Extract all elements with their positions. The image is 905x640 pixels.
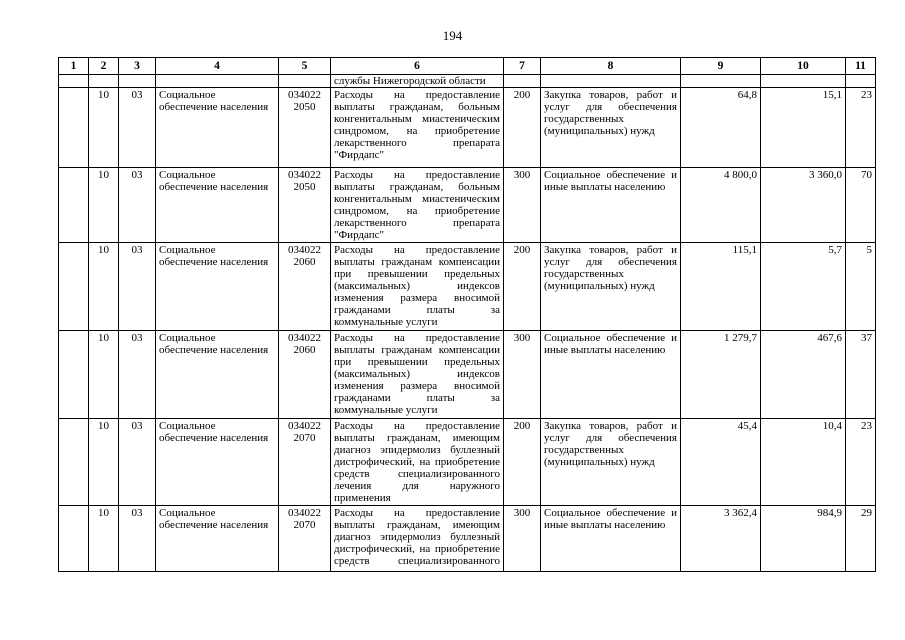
cell-section-code: 10 <box>89 506 119 572</box>
cell-expense-type-name: Закупка товаров, работ и услуг для обеспечения государственных (муниципальных) нужд <box>541 419 681 506</box>
cell-ter-code <box>59 331 89 419</box>
cell-expense-name: Расходы на предоставление выплаты гражданам компенсации при превышении предельных (максимальных) индексов изменения размера вносимой гражданами платы за коммунальные услуги <box>331 331 504 419</box>
table-row <box>59 243 876 331</box>
cell-target-article: 034022 2070 <box>279 506 331 572</box>
cell-ter-code <box>59 88 89 168</box>
cell-percent: 29 <box>846 506 876 572</box>
cell-category-name: Социальное обеспечение населения <box>156 419 279 506</box>
cell-amount-plan: 45,4 <box>681 419 761 506</box>
cell-subsection-code: 03 <box>119 419 156 506</box>
cell-amount-plan: 64,8 <box>681 88 761 168</box>
header-cell-3: 3 <box>119 58 156 75</box>
cell-target-article: 034022 2070 <box>279 419 331 506</box>
cell-empty <box>89 75 119 88</box>
table-row <box>59 419 876 506</box>
cell-subsection-code: 03 <box>119 88 156 168</box>
cell-expense-type-code: 300 <box>504 168 541 243</box>
cell-amount-plan: 115,1 <box>681 243 761 331</box>
cell-subsection-code: 03 <box>119 168 156 243</box>
cell-section-code: 10 <box>89 243 119 331</box>
cell-expense-name: Расходы на предоставление выплаты гражданам, имеющим диагноз эпидермолиз буллезный дистрофический, на приобретение средств специализированного <box>331 506 504 572</box>
cell-amount-fact: 5,7 <box>761 243 846 331</box>
table-header-row <box>59 58 876 75</box>
cell-amount-fact: 10,4 <box>761 419 846 506</box>
table-row <box>59 88 876 168</box>
cell-empty <box>541 75 681 88</box>
cell-expense-type-name: Социальное обеспечение и иные выплаты населению <box>541 168 681 243</box>
cell-empty <box>761 75 846 88</box>
cell-percent: 37 <box>846 331 876 419</box>
table-row <box>59 331 876 419</box>
cell-subsection-code: 03 <box>119 331 156 419</box>
cell-expense-type-code: 200 <box>504 419 541 506</box>
cell-target-article: 034022 2050 <box>279 88 331 168</box>
cell-amount-plan: 4 800,0 <box>681 168 761 243</box>
cell-ter-code <box>59 168 89 243</box>
header-cell-10: 10 <box>761 58 846 75</box>
cell-target-article: 034022 2060 <box>279 331 331 419</box>
header-cell-8: 8 <box>541 58 681 75</box>
cell-expense-type-code: 200 <box>504 88 541 168</box>
header-cell-9: 9 <box>681 58 761 75</box>
cell-empty <box>846 75 876 88</box>
cell-target-article: 034022 2060 <box>279 243 331 331</box>
cell-section-code: 10 <box>89 419 119 506</box>
cell-subsection-code: 03 <box>119 506 156 572</box>
cell-expense-type-code: 200 <box>504 243 541 331</box>
cell-percent: 5 <box>846 243 876 331</box>
continuation-text-cell: службы Нижегородской области <box>331 75 504 88</box>
cell-section-code: 10 <box>89 168 119 243</box>
cell-amount-plan: 1 279,7 <box>681 331 761 419</box>
cell-empty <box>119 75 156 88</box>
cell-empty <box>681 75 761 88</box>
cell-expense-name: Расходы на предоставление выплаты гражданам, больным конгенитальным миастеническим синдромом, на приобретение лекарственного препарата "Фирдапс" <box>331 168 504 243</box>
cell-subsection-code: 03 <box>119 243 156 331</box>
cell-empty <box>279 75 331 88</box>
header-cell-4: 4 <box>156 58 279 75</box>
cell-category-name: Социальное обеспечение населения <box>156 331 279 419</box>
header-cell-1: 1 <box>59 58 89 75</box>
cell-target-article: 034022 2050 <box>279 168 331 243</box>
budget-table <box>58 57 876 572</box>
cell-expense-type-name: Закупка товаров, работ и услуг для обеспечения государственных (муниципальных) нужд <box>541 88 681 168</box>
cell-section-code: 10 <box>89 88 119 168</box>
header-cell-6: 6 <box>331 58 504 75</box>
cell-section-code: 10 <box>89 331 119 419</box>
cell-amount-fact: 984,9 <box>761 506 846 572</box>
header-cell-2: 2 <box>89 58 119 75</box>
cell-amount-plan: 3 362,4 <box>681 506 761 572</box>
cell-category-name: Социальное обеспечение населения <box>156 88 279 168</box>
cell-amount-fact: 3 360,0 <box>761 168 846 243</box>
table-row <box>59 506 876 572</box>
header-cell-11: 11 <box>846 58 876 75</box>
cell-expense-type-code: 300 <box>504 331 541 419</box>
cell-category-name: Социальное обеспечение населения <box>156 506 279 572</box>
cell-percent: 70 <box>846 168 876 243</box>
cell-empty <box>156 75 279 88</box>
cell-category-name: Социальное обеспечение населения <box>156 243 279 331</box>
cell-expense-type-name: Социальное обеспечение и иные выплаты населению <box>541 506 681 572</box>
cell-amount-fact: 15,1 <box>761 88 846 168</box>
cell-empty <box>59 75 89 88</box>
cell-expense-type-name: Социальное обеспечение и иные выплаты населению <box>541 331 681 419</box>
cell-percent: 23 <box>846 419 876 506</box>
cell-ter-code <box>59 419 89 506</box>
cell-expense-name: Расходы на предоставление выплаты гражданам, больным конгенитальным миастеническим синдромом, на приобретение лекарственного препарата "Фирдапс" <box>331 88 504 168</box>
cell-percent: 23 <box>846 88 876 168</box>
cell-amount-fact: 467,6 <box>761 331 846 419</box>
cell-ter-code <box>59 506 89 572</box>
table-row <box>59 168 876 243</box>
cell-expense-name: Расходы на предоставление выплаты гражданам компенсации при превышении предельных (максимальных) индексов изменения размера вносимой гражданами платы за коммунальные услуги <box>331 243 504 331</box>
header-cell-5: 5 <box>279 58 331 75</box>
page-number: 194 <box>442 28 463 43</box>
cell-expense-type-name: Закупка товаров, работ и услуг для обеспечения государственных (муниципальных) нужд <box>541 243 681 331</box>
header-cell-7: 7 <box>504 58 541 75</box>
cell-ter-code <box>59 243 89 331</box>
cell-expense-type-code: 300 <box>504 506 541 572</box>
cell-category-name: Социальное обеспечение населения <box>156 168 279 243</box>
cell-expense-name: Расходы на предоставление выплаты гражданам, имеющим диагноз эпидермолиз буллезный дистрофический, на приобретение средств специализированного лечения для наружного применения <box>331 419 504 506</box>
cell-empty <box>504 75 541 88</box>
continuation-row <box>59 75 876 88</box>
